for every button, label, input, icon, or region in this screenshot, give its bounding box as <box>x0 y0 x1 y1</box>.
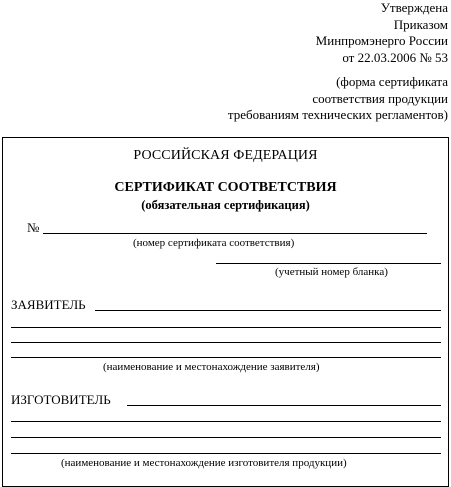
manufacturer-label: ИЗГОТОВИТЕЛЬ <box>11 392 111 407</box>
approval-line-3: Минпромэнерго России <box>315 33 448 48</box>
applicant-field-line-3[interactable] <box>11 342 441 343</box>
applicant-field-line-1[interactable] <box>95 310 441 311</box>
approval-line-4: от 22.03.2006 № 53 <box>342 49 448 65</box>
certificate-title: СЕРТИФИКАТ СООТВЕТСТВИЯ <box>114 180 337 195</box>
certificate-subtitle: (обязательная сертификация) <box>141 198 310 212</box>
certificate-number-field[interactable] <box>43 233 427 234</box>
blank-number-caption: (учетный номер бланка) <box>275 266 388 278</box>
manufacturer-field-line-4[interactable] <box>11 453 441 454</box>
number-sign: № <box>27 220 40 235</box>
form-note-line-1: (форма сертификата <box>336 74 448 89</box>
country-heading: РОССИЙСКАЯ ФЕДЕРАЦИЯ <box>133 148 318 163</box>
number-caption: (номер сертификата соответствия) <box>133 237 295 249</box>
manufacturer-caption: (наименование и местонахождение изготовителя продукции) <box>61 457 347 469</box>
form-note-line-3: требованиям технических регламентов) <box>227 107 448 122</box>
approval-line-2: Приказом <box>393 16 448 32</box>
approval-line-1: Утверждена <box>380 0 448 15</box>
applicant-caption: (наименование и местонахождение заявителя) <box>103 361 320 373</box>
form-note-line-2: соответствия продукции <box>312 90 448 106</box>
applicant-field-line-2[interactable] <box>11 327 441 328</box>
manufacturer-field-line-2[interactable] <box>11 421 441 422</box>
certificate-frame <box>2 137 449 487</box>
approval-block <box>228 0 448 124</box>
applicant-label: ЗАЯВИТЕЛЬ <box>11 297 86 312</box>
manufacturer-field-line-3[interactable] <box>11 437 441 438</box>
manufacturer-field-line-1[interactable] <box>127 405 441 406</box>
blank-number-field[interactable] <box>216 263 441 264</box>
applicant-field-line-4[interactable] <box>11 357 441 358</box>
